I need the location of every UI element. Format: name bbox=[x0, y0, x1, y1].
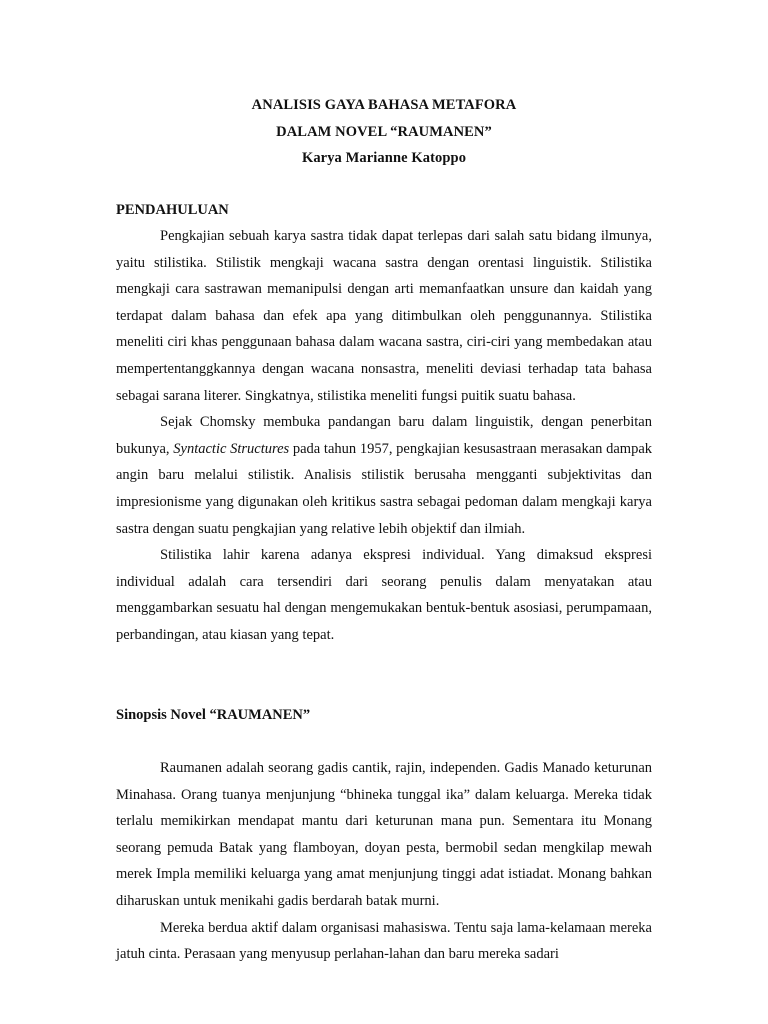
document-page bbox=[116, 92, 652, 968]
paragraph-sinopsis-1: Raumanen adalah seorang gadis cantik, rajin, independen. Gadis Manado keturunan Minahasa. Orang tuanya menjunjung “bhineka tunggal ika” dalam keluarga. Mereka tidak terlalu memikirkan mendapat mantu dari keturunan mana pun. Sementara itu Monang seorang pemuda Batak yang flamboyan, doyan pesta, bermobil sedan mengkilap mewah merek Impla memiliki keluarga yang amat menjunjung tinggi adat istiadat. Monang bahkan diharuskan untuk menikahi gadis berdarah batak murni. bbox=[116, 760, 652, 909]
paragraph-pendahuluan-3: Stilistika lahir karena adanya ekspresi individual. Yang dimaksud ekspresi individual adalah cara tersendiri dari seorang penulis dalam menyatakan atau menggambarkan sesuatu hal dengan mengemukakan bentuk-bentuk asosiasi, perumpamaan, perbandingan, atau kiasan yang tepat. bbox=[116, 547, 652, 643]
section-heading-sinopsis: Sinopsis Novel “RAUMANEN” bbox=[116, 706, 311, 723]
author-line: Karya Marianne Katoppo bbox=[301, 150, 467, 166]
paragraph-sinopsis-2: Mereka berdua aktif dalam organisasi mahasiswa. Tentu saja lama-kelamaan mereka jatuh cinta. Perasaan yang menyusup perlahan-lahan dan baru mereka sadari bbox=[116, 919, 652, 963]
book-title-italic: Syntactic Structures bbox=[173, 440, 290, 457]
title-line-1: ANALISIS GAYA BAHASA METAFORA bbox=[251, 97, 517, 113]
paragraph-text: Sejak Chomsky membuka pandangan baru dalam linguistik, dengan penerbitan bukunya, bbox=[116, 414, 652, 457]
document-title bbox=[116, 92, 652, 172]
paragraph-pendahuluan-2 bbox=[116, 409, 652, 542]
section-heading-pendahuluan: PENDAHULUAN bbox=[116, 201, 229, 218]
paragraph-pendahuluan-1: Pengkajian sebuah karya sastra tidak dapat terlepas dari salah satu bidang ilmunya, yaitu stilistika. Stilistik mengkaji wacana sastra dengan orentasi linguistik. Stilistika mengkaji cara sastrawan memanipulsi dengan arti memanfaatkan unsure dan kaidah yang terdapat dalam bahasa dan efek apa yang ditimbulkan oleh penggunannya. Stilistika meneliti ciri khas penggunaan bahasa dalam wacana sastra, ciri-ciri yang membedakan atau mempertentanggkannya dengan wacana nonsastra, meneliti deviasi terhadap tata bahasa sebagai sarana literer. Singkatnya, stilistika meneliti fungsi puitik suatu bahasa. bbox=[116, 228, 652, 404]
paragraph-text: pada tahun 1957, pengkajian kesusastraan merasakan dampak angin baru melalui stilistik. Analisis stilistik berusaha mengganti subjektivitas dan impresionisme yang digunakan oleh kritikus sastra sebagai pedoman dalam mengkaji karya sastra dengan suatu pengkajian yang relative lebih objektif dan ilmiah. bbox=[116, 440, 653, 537]
title-line-2: DALAM NOVEL “RAUMANEN” bbox=[276, 123, 492, 140]
